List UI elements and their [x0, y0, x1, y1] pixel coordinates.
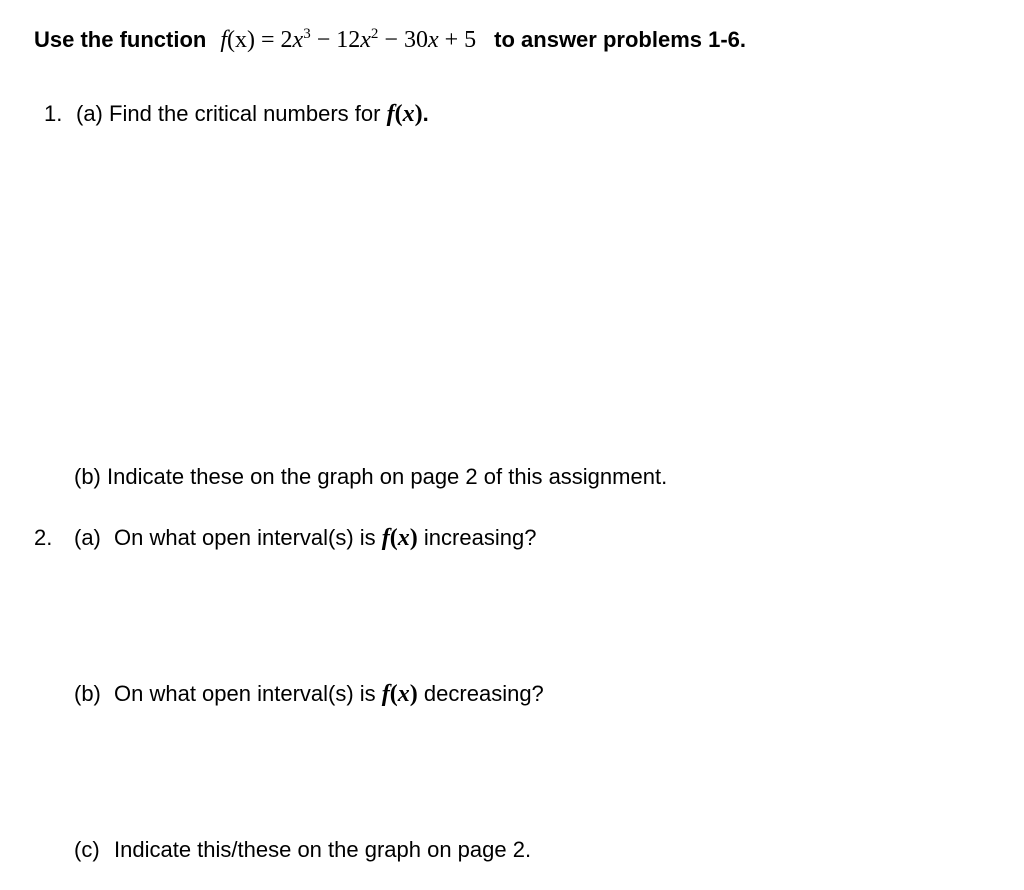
function-name: f [220, 27, 228, 53]
function-argument: (x) [227, 27, 255, 53]
variable-x-linear: x [427, 27, 439, 53]
part-label: (a) [76, 101, 103, 126]
question-text: On what open interval(s) is [114, 681, 376, 706]
question-text: Indicate this/these on the graph on page 2. [114, 837, 532, 862]
term-plus-5: + 5 [438, 27, 477, 53]
function-fx: f(x) [386, 101, 423, 127]
question-end: increasing? [423, 525, 537, 550]
part-label: (c) [74, 837, 100, 862]
problem-1a [44, 100, 429, 128]
problem-2a [34, 524, 536, 552]
function-fx: f(x) [381, 681, 418, 707]
header-suffix: to answer problems 1-6. [494, 27, 747, 52]
term-equals-2: = 2 [255, 27, 293, 53]
term-minus-12: − 12 [310, 27, 361, 53]
header-prefix: Use the function [34, 27, 207, 52]
exponent-2: 2 [370, 26, 379, 42]
variable-x-squared: x [360, 27, 371, 53]
question-text: On what open interval(s) is [114, 525, 376, 550]
problem-number: 1. [44, 101, 63, 126]
problem-2b [74, 680, 544, 708]
instructions-header [34, 26, 746, 54]
problem-number: 2. [34, 525, 53, 550]
exponent-3: 3 [303, 26, 311, 42]
problem-2c [74, 836, 531, 864]
question-end: decreasing? [423, 681, 544, 706]
question-text: Find the critical numbers for [109, 101, 381, 126]
function-definition [220, 27, 476, 53]
function-fx: f(x) [381, 525, 418, 551]
term-minus-30: − 30 [378, 27, 428, 53]
question-end: . [422, 101, 429, 126]
problem-1b [74, 463, 667, 491]
question-text: Indicate these on the graph on page 2 of this assignment. [107, 464, 668, 489]
variable-x-cubed: x [292, 27, 304, 53]
part-label: (a) [74, 525, 101, 550]
part-label: (b) [74, 464, 101, 489]
part-label: (b) [74, 681, 101, 706]
